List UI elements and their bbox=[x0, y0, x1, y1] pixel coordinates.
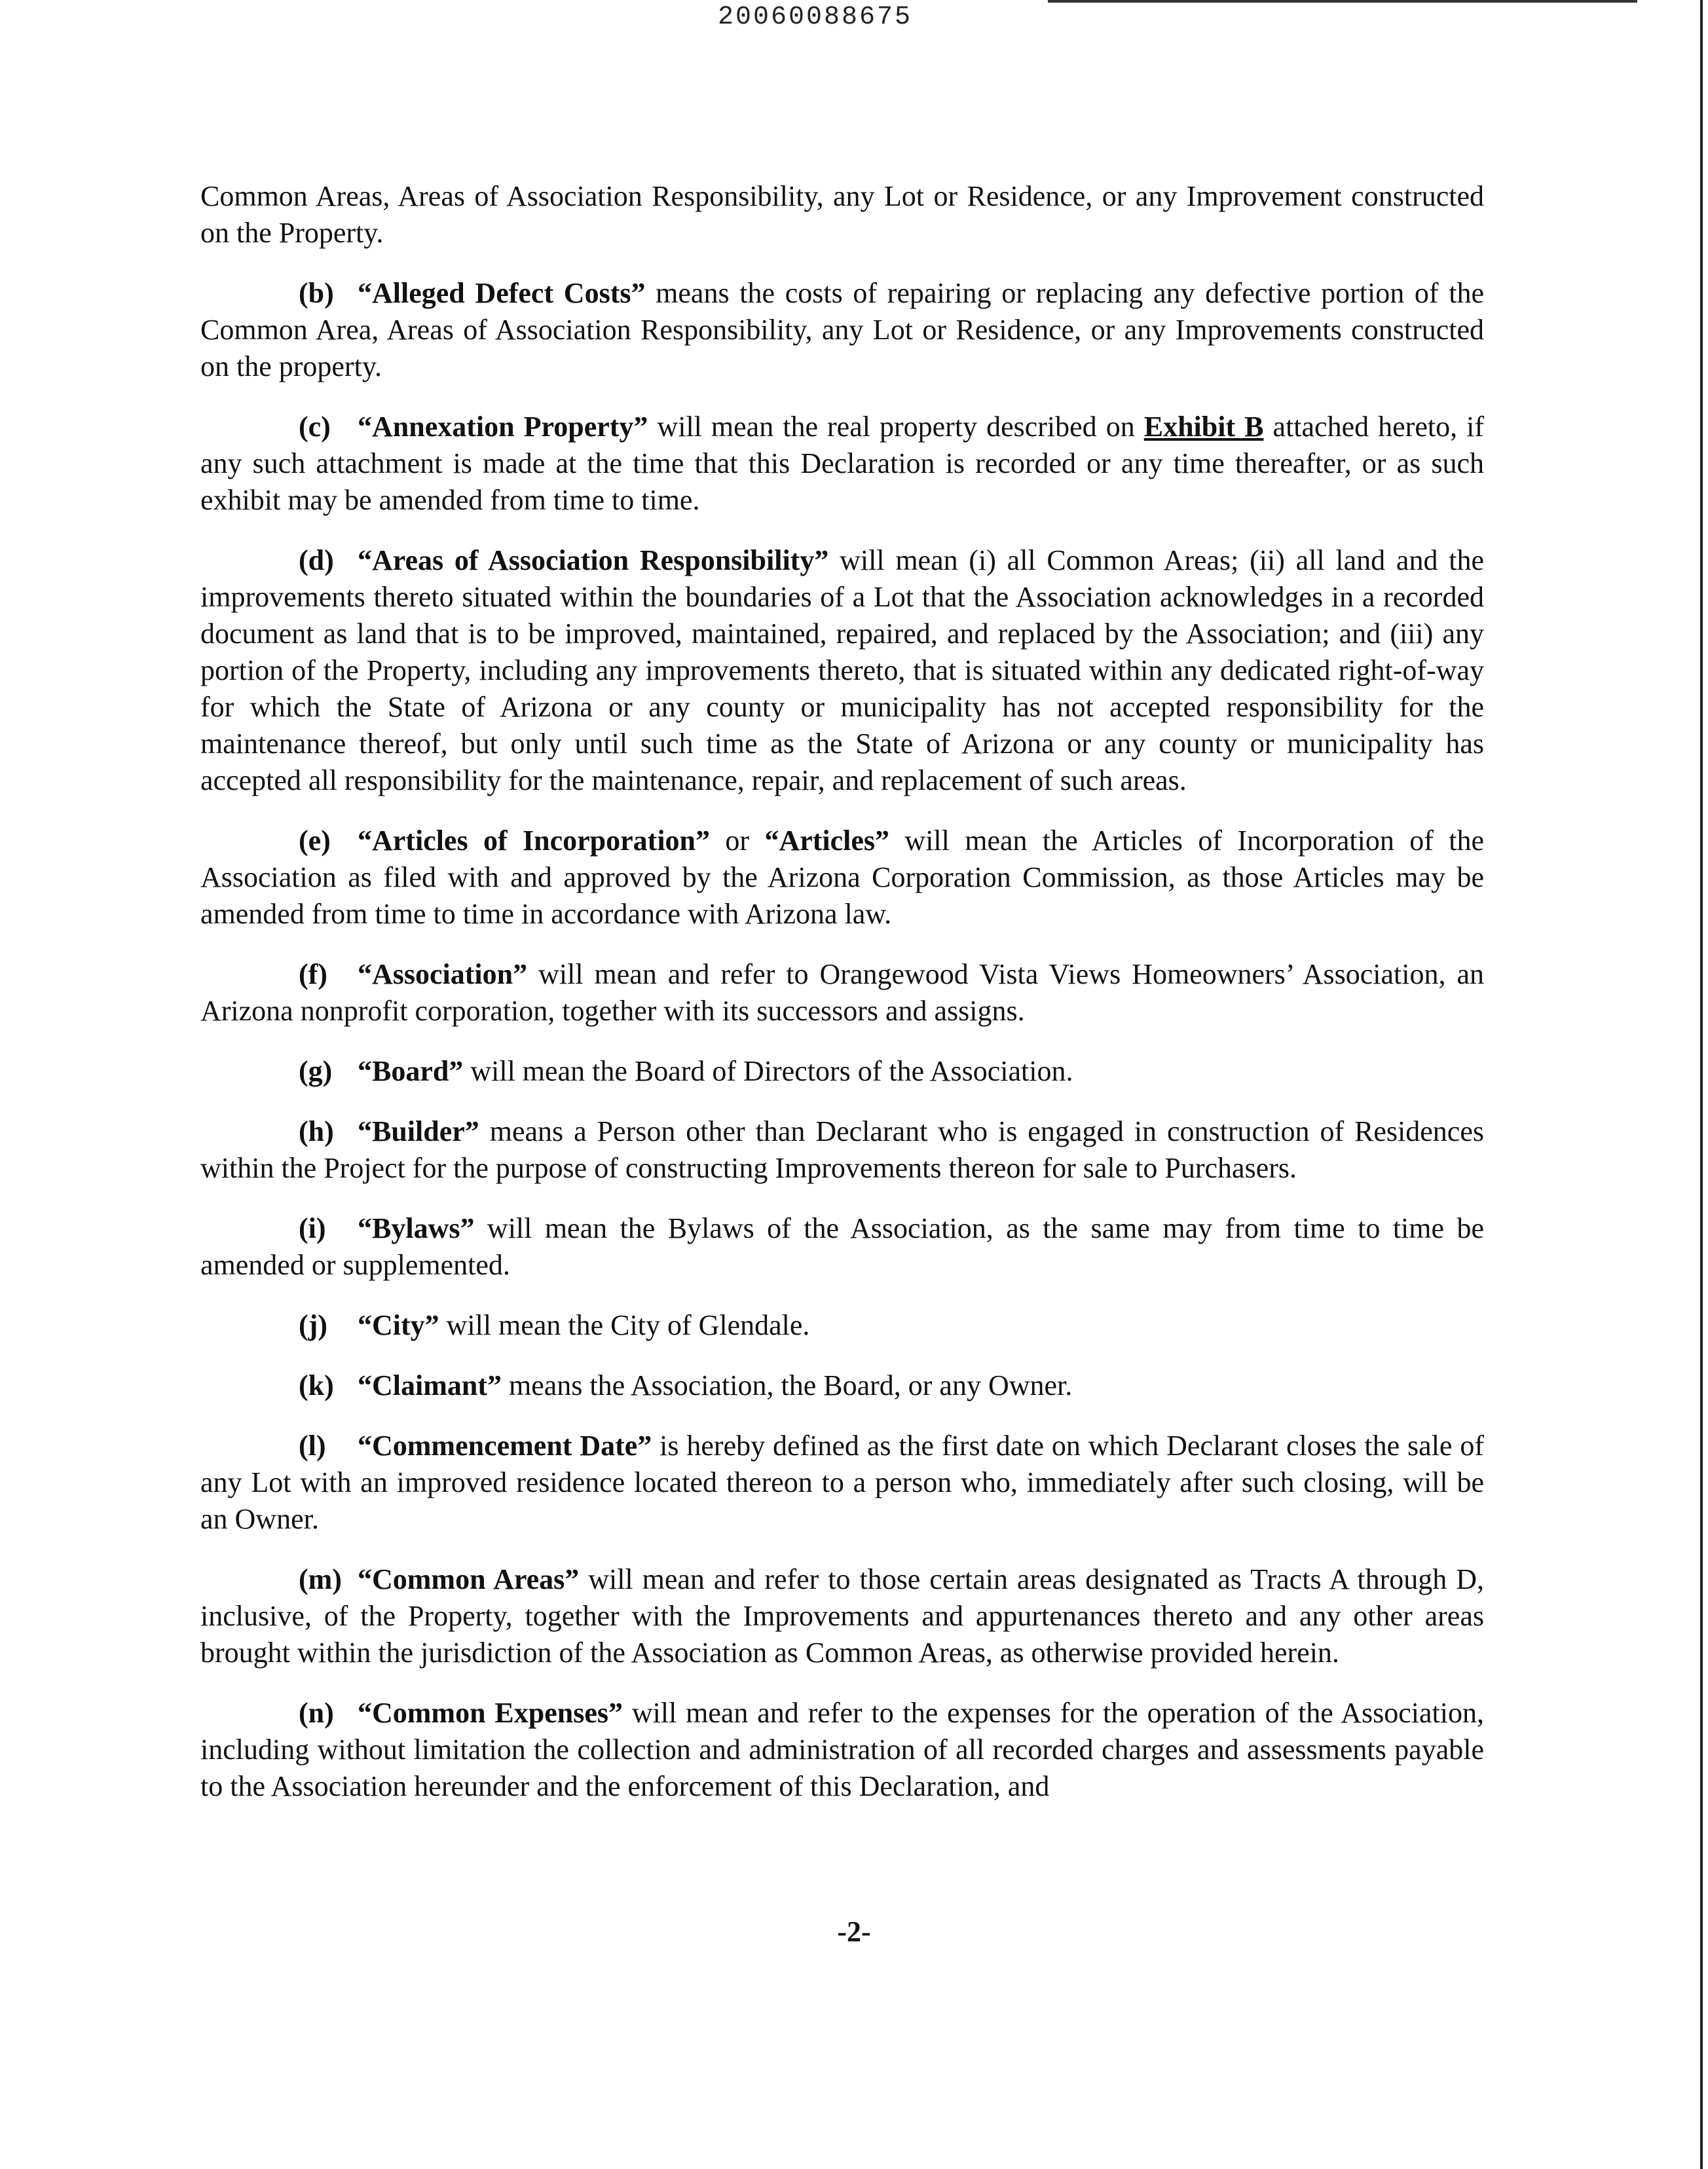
defined-term: “Commencement Date” bbox=[358, 1430, 652, 1462]
definition-letter: (k) bbox=[299, 1369, 334, 1401]
definition-i bbox=[200, 1210, 1484, 1284]
definition-text: will mean the Articles of Incorporation of the Association as filed with and approved by the Arizona Corporation Commission, as those Articles may be amended from time to time in accordance with Arizona law. bbox=[200, 825, 1484, 930]
defined-term: “Alleged Defect Costs” bbox=[358, 277, 646, 309]
definition-letter: (f) bbox=[299, 958, 327, 990]
definition-text: will mean (i) all Common Areas; (ii) all land and the improvements thereto situated within the boundaries of a Lot that the Association acknowledges in a recorded document as land that is to be improved, maintained, repaired, and replaced by the Association; and (iii) any portion of the Property, including any improvements thereto, that is situated within any dedicated right-of-way for which the State of Arizona or any county or municipality has not accepted responsibility for the maintenance thereof, but only until such time as the State of Arizona or any county or municipality has accepted all responsibility for the maintenance, repair, and replacement of such areas. bbox=[200, 544, 1484, 796]
document-body bbox=[200, 178, 1484, 1828]
defined-term: “Association” bbox=[358, 958, 528, 990]
defined-term: “Builder” bbox=[358, 1115, 479, 1147]
defined-term: “Areas of Association Responsibility” bbox=[358, 544, 829, 576]
definition-letter: (g) bbox=[299, 1055, 333, 1087]
defined-term: “Common Expenses” bbox=[358, 1697, 623, 1729]
defined-term: “Articles of Incorporation” bbox=[358, 825, 711, 857]
definition-text-lead: or bbox=[710, 825, 765, 857]
scan-edge-top bbox=[1048, 0, 1637, 3]
definition-text: will mean the Board of Directors of the Association. bbox=[463, 1055, 1073, 1087]
definition-letter: (h) bbox=[299, 1115, 334, 1147]
defined-term: “Claimant” bbox=[358, 1369, 502, 1401]
definition-j bbox=[200, 1307, 1484, 1344]
definition-letter: (c) bbox=[299, 411, 331, 443]
definition-letter: (b) bbox=[299, 277, 334, 309]
recording-number: 20060088675 bbox=[718, 3, 913, 32]
definition-b bbox=[200, 275, 1484, 385]
definition-letter: (m) bbox=[299, 1563, 342, 1595]
definition-n bbox=[200, 1695, 1484, 1805]
definition-e bbox=[200, 823, 1484, 933]
definition-text: means the Association, the Board, or any Owner. bbox=[502, 1369, 1073, 1401]
exhibit-reference: Exhibit B bbox=[1143, 411, 1264, 443]
definition-letter: (j) bbox=[299, 1309, 327, 1341]
definition-text: is hereby defined as the first date on which Declarant closes the sale of any Lot with an improved residence located thereon to a person who, immediately after such closing, will be an Owner. bbox=[200, 1430, 1484, 1535]
definition-letter: (n) bbox=[299, 1697, 334, 1729]
definition-text: will mean and refer to Orangewood Vista Views Homeowners’ Association, an Arizona nonprofit corporation, together with its successors and assigns. bbox=[200, 958, 1484, 1027]
definition-k bbox=[200, 1367, 1484, 1404]
defined-term-alias: “Articles” bbox=[764, 825, 890, 857]
definition-h bbox=[200, 1113, 1484, 1187]
definition-d bbox=[200, 542, 1484, 799]
continuation-paragraph: Common Areas, Areas of Association Responsibility, any Lot or Residence, or any Improvement constructed on the Property. bbox=[200, 180, 1484, 249]
definition-text: means the costs of repairing or replacing any defective portion of the Common Area, Areas of Association Responsibility, any Lot or Residence, or any Improvements constructed on the property. bbox=[200, 277, 1484, 382]
definition-m bbox=[200, 1561, 1484, 1671]
definition-letter: (l) bbox=[299, 1430, 326, 1462]
definition-text: will mean the Bylaws of the Association, as the same may from time to time be amended or supplemented. bbox=[200, 1212, 1484, 1281]
defined-term: “Annexation Property” bbox=[358, 411, 648, 443]
definition-letter: (d) bbox=[299, 544, 334, 576]
definition-text-lead: will mean the real property described on bbox=[648, 411, 1144, 443]
defined-term: “Common Areas” bbox=[358, 1563, 580, 1595]
definition-text: will mean the City of Glendale. bbox=[439, 1309, 810, 1341]
defined-term: “City” bbox=[358, 1309, 439, 1341]
scan-edge-right bbox=[1700, 0, 1703, 2169]
definition-c bbox=[200, 409, 1484, 519]
definition-letter: (i) bbox=[299, 1212, 326, 1244]
definition-text: means a Person other than Declarant who is engaged in construction of Residences within the Project for the purpose of constructing Improvements thereon for sale to Purchasers. bbox=[200, 1115, 1484, 1184]
definition-l bbox=[200, 1428, 1484, 1538]
definition-letter: (e) bbox=[299, 825, 331, 857]
definition-text: will mean and refer to the expenses for the operation of the Association, including without limitation the collection and administration of all recorded charges and assessments payable to the Association hereunder and the enforcement of this Declaration, and bbox=[200, 1697, 1484, 1802]
page-number: -2- bbox=[837, 1916, 871, 1948]
definition-g bbox=[200, 1053, 1484, 1090]
definition-text: attached hereto, if any such attachment is made at the time that this Declaration is recorded or any time thereafter, or as such exhibit may be amended from time to time. bbox=[200, 411, 1484, 516]
definition-f bbox=[200, 956, 1484, 1029]
defined-term: “Board” bbox=[358, 1055, 464, 1087]
definition-text: will mean and refer to those certain areas designated as Tracts A through D, inclusive, of the Property, together with the Improvements and appurtenances thereto and any other areas brought within the jurisdiction of the Association as Common Areas, as otherwise provided herein. bbox=[200, 1563, 1484, 1669]
defined-term: “Bylaws” bbox=[358, 1212, 475, 1244]
